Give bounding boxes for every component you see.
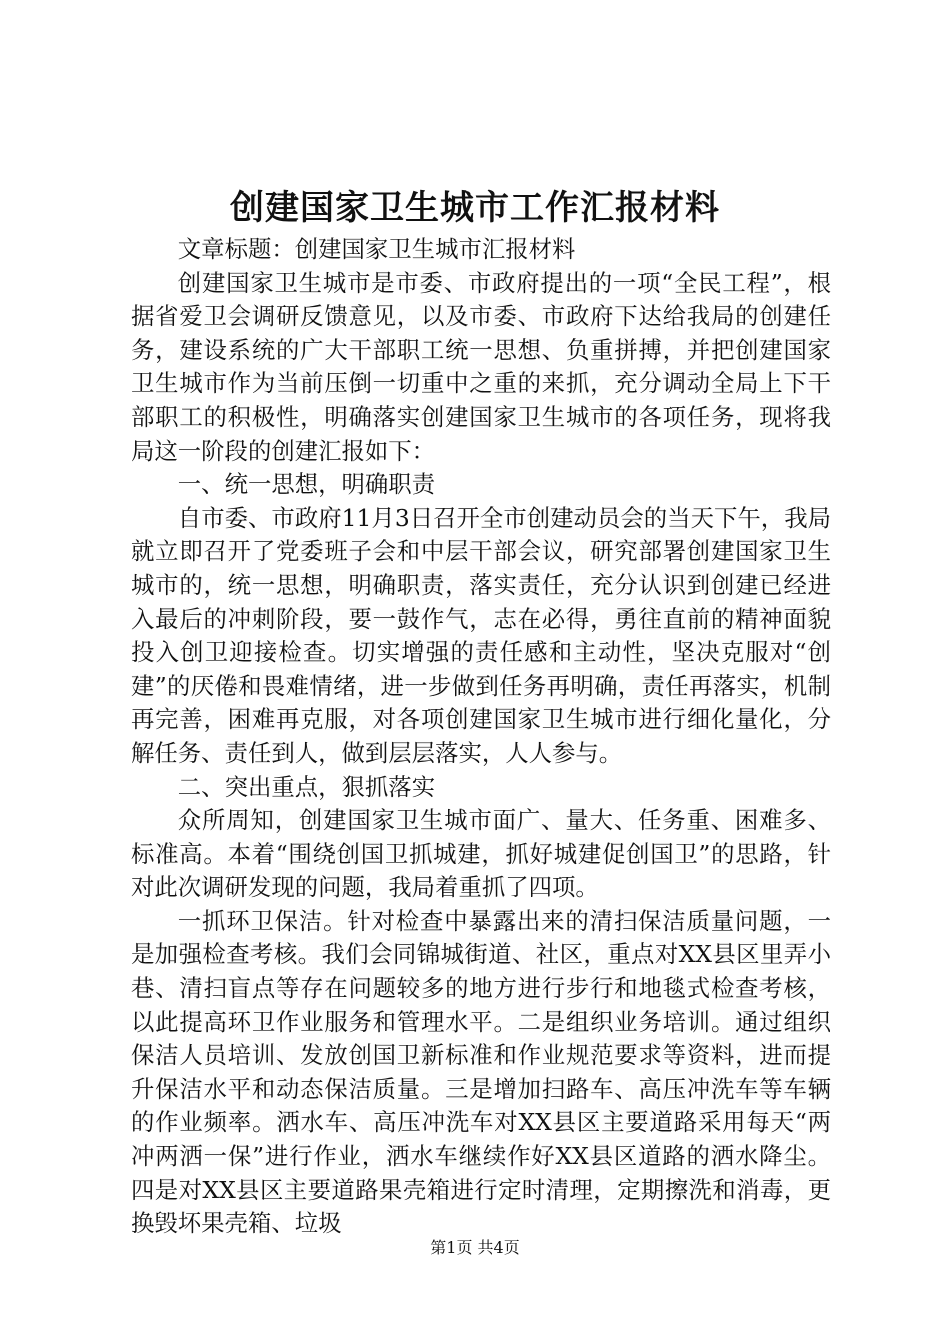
article-title-line: 文章标题：创建国家卫生城市汇报材料 [177,235,576,263]
section-heading-2: 二、突出重点，狠抓落实 [177,772,436,801]
section-1-paragraph: 自市委、市政府11月3日召开全市创建动员会的当天下午，我局就立即召开了党委班子会和中层干部会议，研究部署创建国家卫生城市的，统一思想，明确职责，落实责任，充分认识到创建已经进入最后的冲刺阶段，要一鼓作气，志在必得，勇往直前的精神面貌投入创卫迎接检查。切实增强的责任感和主动性，坚决克服对“创建”的厌倦和畏难情绪，进一步做到任务再明确，责任再落实，机制再完善，困难再克服，对各项创建国家卫生城市进行细化量化，分解任务、责任到人，做到层层落实，人人参与。 [131,503,831,767]
document-title: 创建国家卫生城市工作汇报材料 [230,188,720,228]
intro-paragraph: 创建国家卫生城市是市委、市政府提出的一项“全民工程”，根据省爱卫会调研反馈意见，以及市委、市政府下达给我局的创建任务，建设系统的广大干部职工统一思想、负重拼搏，并把创建国家卫生城市作为当前压倒一切重中之重的来抓，充分调动全局上下干部职工的积极性，明确落实创建国家卫生城市的各项任务，现将我局这一阶段的创建汇报如下： [131,268,831,465]
section-2-paragraph: 众所周知，创建国家卫生城市面广、量大、任务重、困难多、标准高。本着“围绕创国卫抓城建，抓好城建促创国卫”的思路，针对此次调研发现的问题，我局着重抓了四项。 [131,806,831,902]
sanitation-paragraph: 一抓环卫保洁。针对检查中暴露出来的清扫保洁质量问题，一是加强检查考核。我们会同锦城街道、社区，重点对XX县区里弄小巷、清扫盲点等存在问题较多的地方进行步行和地毯式检查考核，以此提高环卫作业服务和管理水平。二是组织业务培训。通过组织保洁人员培训、发放创国卫新标准和作业规范要求等资料，进而提升保洁水平和动态保洁质量。三是增加扫路车、高压冲洗车等车辆的作业频率。洒水车、高压冲洗车对XX县区主要道路采用每天“两冲两洒一保”进行作业，洒水车继续作好XX县区道路的洒水降尘。四是对XX县区主要道路果壳箱进行定时清理，定期擦洗和消毒，更换毁坏果壳箱、垃圾 [131,906,831,1238]
page-number-footer: 第1页 共4页 [430,1238,520,1257]
document-body [131,233,831,1241]
section-heading-1: 一、统一思想，明确职责 [177,470,436,499]
